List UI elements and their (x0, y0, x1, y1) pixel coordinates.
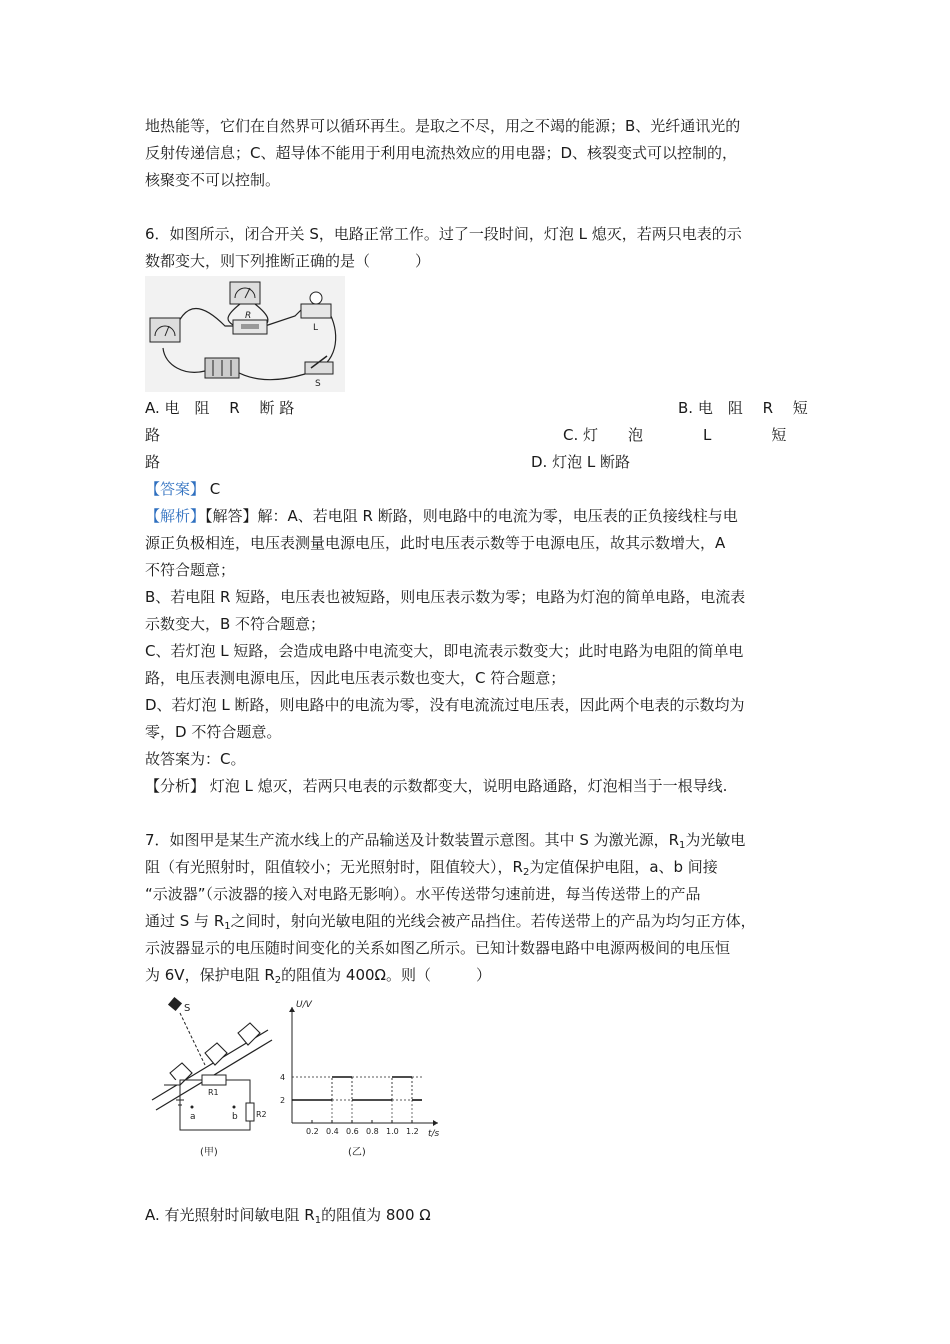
q7-option-a (145, 1205, 431, 1225)
analysis-text: 【解答】解：A、若电阻 R 断路，则电路中的电流为零，电压表的正负接线柱与电 (205, 507, 738, 525)
q7-sub: 1 (679, 840, 686, 851)
y-axis-label: U/V (296, 1000, 312, 1010)
voltmeter-icon (230, 282, 260, 304)
intro-line: 核聚变不可以控制。 (145, 171, 281, 189)
q6-analysis-line: 故答案为：C。 (145, 750, 246, 768)
q7-text: 为光敏电 (685, 831, 746, 849)
answer-value: C (209, 480, 221, 498)
q7-sub: 1 (224, 921, 231, 932)
x-tick-label: 0.6 (346, 1127, 359, 1136)
q7-text: 之间时，射向光敏电阻的光线会被产品挡住。若传送带上的产品为均匀正方体， (230, 912, 756, 930)
q6-option-c-tail: 路 (145, 453, 161, 471)
q7-text: 为定值保护电阻，a、b 间接 (529, 858, 718, 876)
q6-analysis-line: C、若灯泡 L 短路，会造成电路中电流变大，即电流表示数变大；此时电路为电阻的简单电 (145, 642, 744, 660)
q6-circuit-figure (145, 276, 345, 392)
analysis-tag: 【解析】 (145, 507, 206, 525)
battery-icon (205, 358, 239, 378)
q7-stem-line: “示波器”（示波器的接入对电路无影响）。水平传送带匀速前进，每当传送带上的产品 (145, 885, 701, 903)
x-tick-label: 0.4 (326, 1127, 339, 1136)
q6-option-b-tail: 路 (145, 426, 161, 444)
label-r1: R1 (208, 1088, 219, 1097)
q6-analysis-line: 示数变大，B 不符合题意； (145, 615, 326, 633)
answer-tag: 【答案】 (145, 480, 206, 498)
label-l: L (313, 323, 319, 333)
q6-analysis-line: 源正负极相连，电压表测量电源电压，此时电压表示数等于电源电压，故其示数增大，A (145, 534, 726, 552)
q7-sub: 2 (274, 975, 282, 986)
q7-text: 的阻值为 800 Ω (321, 1206, 431, 1224)
caption-jia: (甲) (200, 1147, 218, 1158)
q7-stem-line (145, 911, 756, 931)
q6-analysis-line (145, 506, 738, 526)
q7-stem-line (145, 965, 491, 985)
q6-stem-line: 6．如图所示，闭合开关 S，电路正常工作。过了一段时间，灯泡 L 熄灭，若两只电表的示 (145, 225, 742, 243)
x-tick-label: 0.2 (306, 1127, 319, 1136)
q7-sub: 2 (522, 867, 530, 878)
label-r: R (245, 311, 252, 321)
q6-summary: 【分析】 灯泡 L 熄灭，若两只电表的示数都变大，说明电路通路，灯泡相当于一根导线. (145, 777, 728, 795)
q6-analysis-line: 路，电压表测电源电压，因此电压表示数也变大，C 符合题意； (145, 669, 566, 687)
q6-analysis-line: 零，D 不符合题意。 (145, 723, 282, 741)
y-tick-label: 4 (280, 1073, 286, 1082)
intro-line: 地热能等，它们在自然界可以循环再生。是取之不尽，用之不竭的能源；B、光纤通讯光的 (145, 117, 741, 135)
laser-source-icon (168, 997, 182, 1011)
label-s: S (315, 379, 321, 389)
label-a: a (190, 1112, 196, 1122)
y-tick-label: 2 (280, 1096, 286, 1105)
label-s: S (184, 1003, 191, 1014)
q7-text: 的阻值为 400Ω。则（ ） (281, 966, 492, 984)
q7-stem-line: 示波器显示的电压随时间变化的关系如图乙所示。已知计数器电路中电源两极间的电压恒 (145, 939, 731, 957)
q6-option-b-head: B. 电 阻 R 短 (678, 399, 808, 417)
q6-analysis-line: B、若电阻 R 短路，电压表也被短路，则电压表示数为零；电路为灯泡的简单电路，电流表 (145, 588, 746, 606)
intro-line: 反射传递信息；C、超导体不能用于利用电流热效应的用电器；D、核裂变式可以控制的， (145, 144, 738, 162)
x-tick-label: 1.2 (406, 1127, 419, 1136)
q7-stem-line (145, 830, 745, 850)
label-b: b (232, 1112, 238, 1122)
q7-text: 阻（有光照射时，阻值较小；无光照射时，阻值较大），R (145, 858, 523, 876)
q6-option-c-head: C. 灯 泡 L 短 (563, 426, 787, 444)
q6-answer (145, 479, 220, 499)
q6-option-d: D. 灯泡 L 断路 (531, 453, 630, 471)
q7-sub: 1 (314, 1215, 322, 1226)
q7-text: A. 有光照射时间敏电阻 R (145, 1206, 315, 1224)
q6-stem-line: 数都变大，则下列推断正确的是（ ） (145, 252, 431, 270)
x-axis-label: t/s (428, 1129, 440, 1139)
label-r2: R2 (256, 1110, 267, 1119)
ammeter-icon (150, 318, 180, 342)
q7-stem-line (145, 857, 718, 877)
q7-text: 7．如图甲是某生产流水线上的产品输送及计数装置示意图。其中 S 为激光源，R (145, 831, 680, 849)
x-tick-label: 1.0 (386, 1127, 399, 1136)
resistor-icon (233, 320, 267, 334)
q7-text: 通过 S 与 R (145, 912, 225, 930)
q6-analysis-line: D、若灯泡 L 断路，则电路中的电流为零，没有电流流过电压表，因此两个电表的示数均为 (145, 696, 745, 714)
q7-text: 为 6V，保护电阻 R (145, 966, 275, 984)
q7-conveyor-figure (150, 995, 275, 1160)
q6-option-a: A. 电 阻 R 断 路 (145, 399, 295, 417)
x-tick-label: 0.8 (366, 1127, 379, 1136)
q7-voltage-chart (278, 995, 450, 1160)
caption-yi: (乙) (348, 1147, 366, 1158)
q6-analysis-line: 不符合题意； (145, 561, 236, 579)
